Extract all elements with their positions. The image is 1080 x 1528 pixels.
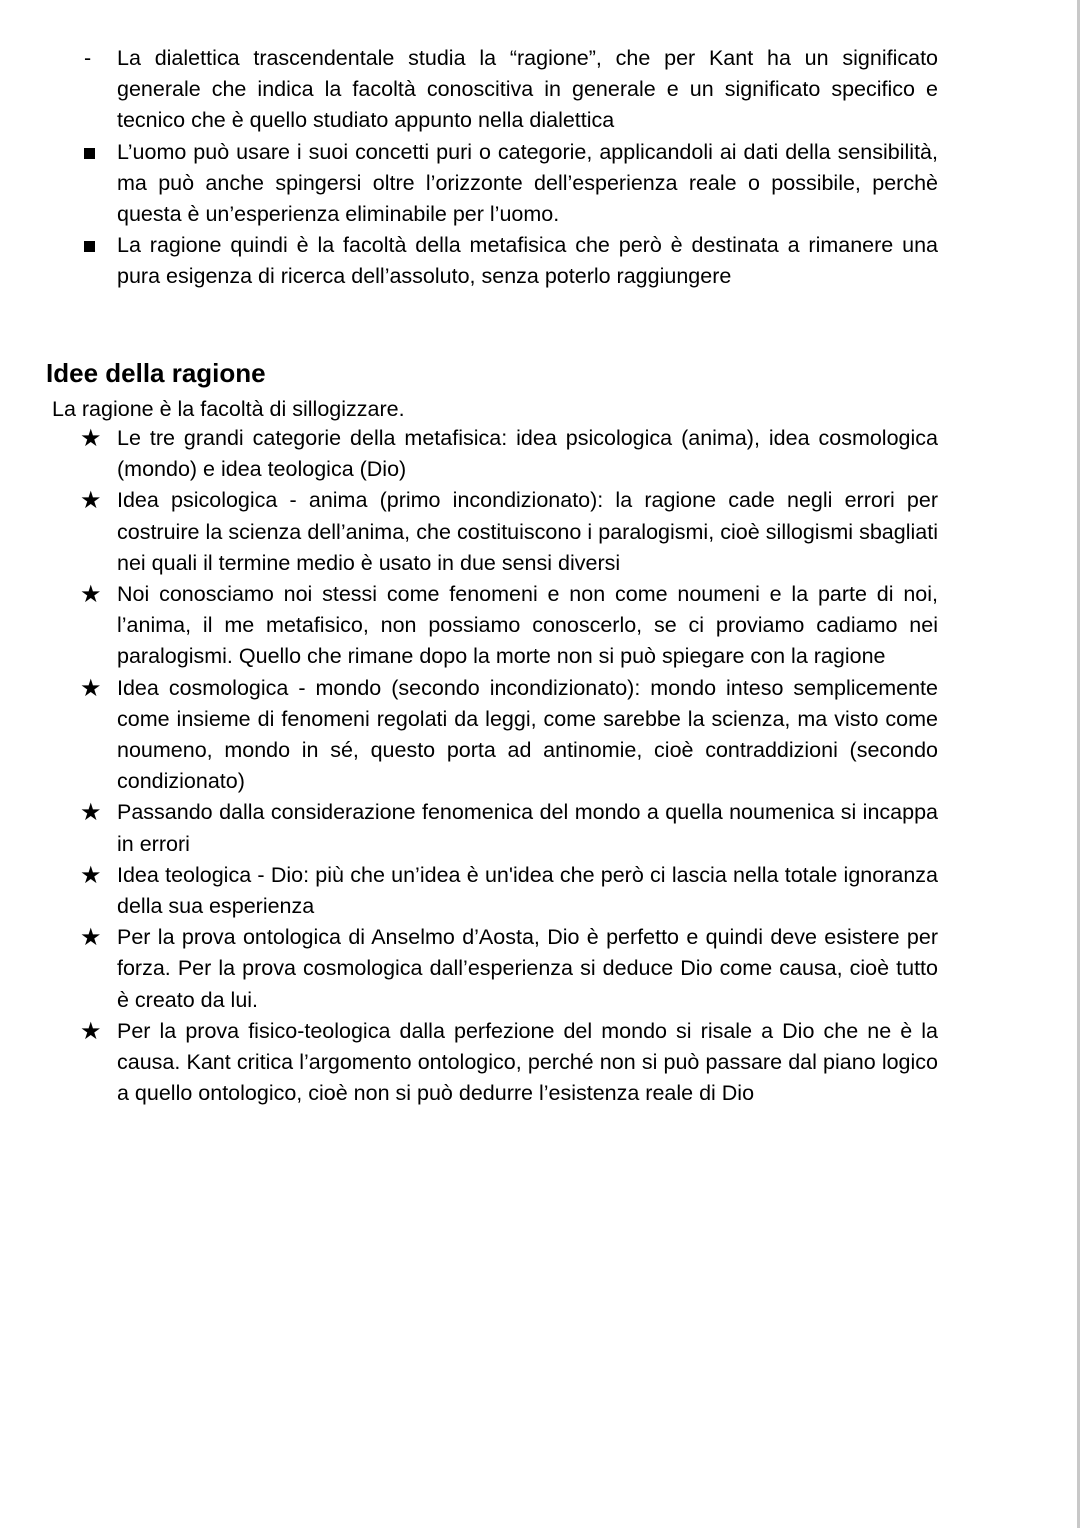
list-item (0, 797, 938, 859)
star-icon: ★ (80, 1017, 102, 1045)
star-icon: ★ (80, 425, 102, 452)
list-item-text: Per la prova ontologica di Anselmo d’Aosta, Dio è perfetto e quindi deve esistere per forza. Per la prova cosmologica dall’esperienza si deduce Dio come causa, cioè tutto è creato da lui. (117, 925, 938, 1012)
intro-bullet-list (0, 43, 1080, 293)
list-item-text: Noi conosciamo noi stessi come fenomeni e non come noumeni e la parte di noi, l’anima, il me metafisico, non possiamo conoscerlo, se ci proviamo cadiamo nei paralogismi. Quello che rimane dopo la morte non si può spiegare con la ragione (117, 582, 938, 669)
ideas-star-list (0, 423, 1080, 1109)
list-item (0, 137, 938, 231)
list-item (0, 1016, 938, 1110)
list-item-text: Idea teologica - Dio: più che un’idea è un'idea che però ci lascia nella totale ignoranza della sua esperienza (117, 862, 938, 919)
star-icon: ★ (80, 581, 102, 609)
star-icon: ★ (80, 487, 102, 515)
list-item-text: Idea cosmologica - mondo (secondo incondizionato): mondo inteso semplicemente come insieme di fenomeni regolati da leggi, come sarebbe la scienza, ma visto come noumeno, mondo in sé, questo porta ad antinomie, cioè contraddizioni (secondo condizionato) (117, 675, 938, 794)
dash-marker: - (84, 46, 92, 70)
list-item (0, 485, 938, 579)
list-item (0, 673, 938, 798)
list-item (0, 860, 938, 922)
list-item-text: La dialettica trascendentale studia la “ragione”, che per Kant ha un significato generale che indica la facoltà conoscitiva in generale e un significato specifico e tecnico che è quello studiato appunto nella dialettica (117, 46, 938, 133)
list-item-text: La ragione quindi è la facoltà della metafisica che però è destinata a rimanere una pura esigenza di ricerca dell’assoluto, senza poterlo raggiungere (117, 233, 938, 289)
star-icon: ★ (80, 861, 102, 889)
list-item (0, 579, 938, 673)
list-item-text: Per la prova fisico-teologica dalla perfezione del mondo si risale a Dio che ne è la causa. Kant critica l’argomento ontologico, perché non si può passare dal piano logico a quello ontologico, cioè non si può dedurre l’esistenza reale di Dio (117, 1018, 938, 1106)
star-icon: ★ (80, 799, 102, 827)
section-intro: La ragione è la facoltà di sillogizzare. (52, 397, 405, 421)
star-icon: ★ (80, 924, 102, 952)
section-heading: Idee della ragione (46, 358, 266, 388)
star-icon: ★ (80, 674, 102, 702)
list-item (0, 423, 938, 485)
list-item-text: Passando dalla considerazione fenomenica del mondo a quella noumenica si incappa in errori (117, 800, 938, 856)
list-item (0, 230, 938, 292)
list-item (0, 43, 938, 137)
square-bullet-icon (84, 148, 95, 159)
square-bullet-icon (84, 241, 95, 252)
list-item-text: Idea psicologica - anima (primo incondizionato): la ragione cade negli errori per costruire la scienza dell’anima, che costituiscono i paralogismi, cioè sillogismi sbagliati nei quali il termine medio è usato in due sensi diversi (117, 488, 938, 575)
list-item-text: L’uomo può usare i suoi concetti puri o categorie, applicandoli ai dati della sensibilità, ma può anche spingersi oltre l’orizzonte dell’esperienza reale o possibile, perchè questa è un’esperienza eliminabile per l’uomo. (117, 139, 938, 227)
list-item (0, 922, 938, 1016)
list-item-text: Le tre grandi categorie della metafisica: idea psicologica (anima), idea cosmologica (mondo) e idea teologica (Dio) (117, 426, 938, 482)
